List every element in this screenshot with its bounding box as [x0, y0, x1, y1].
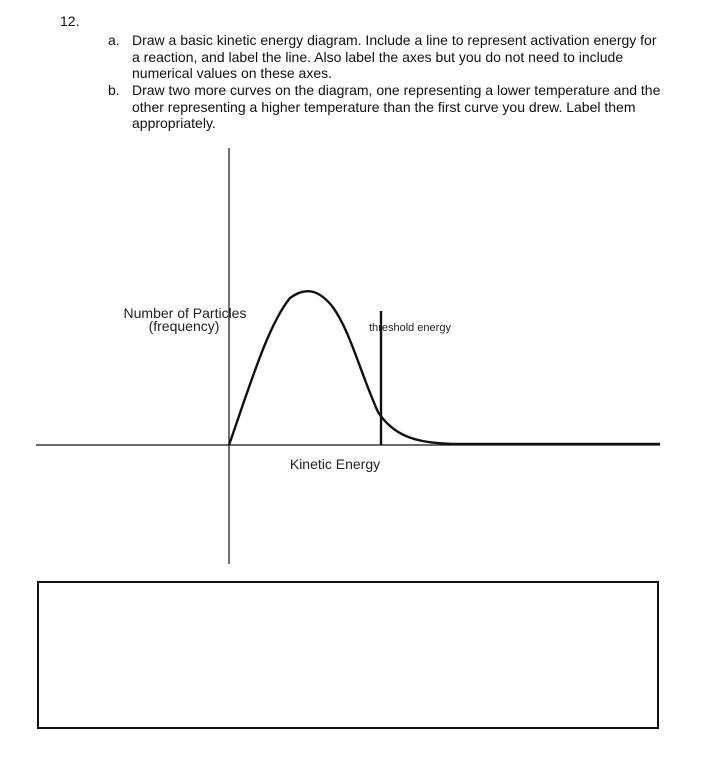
threshold-label: threshold energy	[369, 322, 451, 334]
answer-box[interactable]	[37, 581, 659, 729]
y-axis-label-line2: (frequency)	[148, 318, 220, 334]
question-number: 12.	[60, 13, 80, 29]
x-axis-label: Kinetic Energy	[289, 456, 381, 472]
part-a-text: Draw a basic kinetic energy diagram. Include a line to represent activation energy for a reaction, and label the line. Also label the axes but you do not need to include numerical values on these axes.	[132, 32, 657, 81]
part-b-marker: b.	[108, 82, 120, 98]
y-axis-label-line1: Number of Particles	[123, 305, 247, 321]
part-a-marker: a.	[108, 32, 120, 48]
part-b-text: Draw two more curves on the diagram, one representing a lower temperature and the other representing a higher temperature than the first curve you drew. Label them appropriately.	[132, 82, 661, 131]
distribution-curve	[229, 291, 660, 445]
